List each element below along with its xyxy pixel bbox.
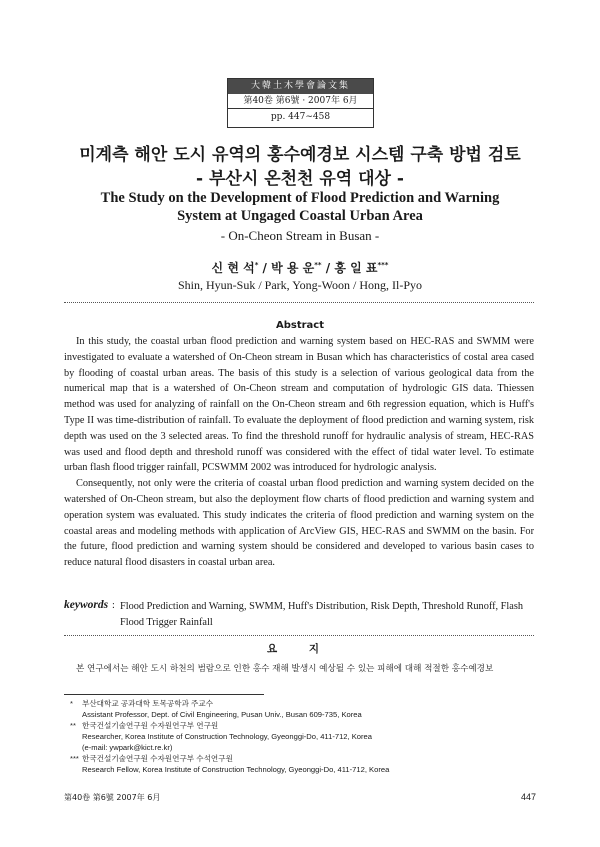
footnote-3-mark: *** bbox=[70, 754, 79, 763]
title-english-subtitle: - On-Cheon Stream in Busan - bbox=[220, 228, 380, 243]
keywords-text: Flood Prediction and Warning, SWMM, Huff's Distribution, Risk Depth, Threshold Runoff, Flash Flood Trigger Rainfall bbox=[120, 601, 523, 628]
title-english-line2: System at Ungaged Coastal Urban Area bbox=[177, 208, 423, 224]
journal-volume: 第40卷 第6號 · 2007年 6月 bbox=[228, 94, 373, 109]
author-1-name: 신 현 석 bbox=[211, 261, 255, 275]
keywords-separator: : bbox=[112, 600, 115, 611]
keywords-label: keywords bbox=[64, 599, 109, 611]
footer-journal-issue: 第40卷 第6號 2007年 6月 bbox=[64, 793, 161, 802]
author-3-name: 홍 일 표 bbox=[334, 261, 378, 275]
journal-header-box bbox=[227, 78, 374, 128]
journal-pages: pp. 447∼458 bbox=[270, 112, 331, 122]
abstract-heading: Abstract bbox=[275, 320, 325, 331]
title-english-line1: The Study on the Development of Flood Prediction and Warning bbox=[100, 190, 500, 206]
divider bbox=[64, 302, 534, 303]
footer-page-number: 447 bbox=[520, 792, 536, 802]
title-korean-line1: 미계측 해안 도시 유역의 홍수예경보 시스템 구축 방법 검토 bbox=[79, 145, 521, 165]
footnote-1-korean: 부산대학교 공과대학 토목공학과 주교수 bbox=[82, 699, 214, 708]
footnote-2-email: (e-mail: ywpark@kict.re.kr) bbox=[82, 743, 173, 752]
author-3-mark: *** bbox=[377, 261, 389, 269]
footnotes bbox=[70, 698, 540, 775]
author-2-mark: ** bbox=[314, 261, 322, 269]
footnote-rule bbox=[64, 694, 264, 695]
korean-abstract-first-line: 본 연구에서는 해안 도시 하천의 범람으로 인한 홍수 재해 발생시 예상될 수 있는 피해에 대해 적절한 홍수예경보 bbox=[76, 664, 494, 674]
author-separator: / bbox=[258, 261, 272, 275]
korean-abstract-heading: 요 지 bbox=[267, 643, 333, 655]
title-korean-line2: - 부산시 온천천 유역 대상 - bbox=[196, 169, 404, 189]
authors-korean bbox=[0, 259, 600, 276]
footnote-2-korean: 한국건설기술연구원 수자원연구부 연구원 bbox=[82, 721, 219, 730]
divider bbox=[64, 635, 534, 636]
abstract-paragraph-2: Consequently, not only were the criteria of coastal urban flood prediction and warning system decided on the watershed of On-Cheon stream, but also the deployment flow charts of flood prediction and warning system and operation system was evaluated. This study indicates the criteria of flood prediction and warning system on the coastal areas and modeling methods with application of ArcView GIS, HEC-RAS and SWMM on the basin. For the future, flood prediction and warning system should be considered and developed to various basin cases to reduce natural flood disasters in coastal urban area. bbox=[64, 478, 534, 569]
authors-english: Shin, Hyun-Suk / Park, Yong-Woon / Hong, Il-Pyo bbox=[177, 278, 423, 292]
author-2-name: 박 용 운 bbox=[271, 261, 315, 275]
author-separator: / bbox=[321, 261, 335, 275]
footnote-1-mark: * bbox=[70, 699, 73, 708]
footnote-3-english: Research Fellow, Korea Institute of Construction Technology, Gyeonggi-Do, 411-712, Korea bbox=[82, 765, 390, 774]
footnote-2 bbox=[70, 720, 540, 753]
footnote-1-english: Assistant Professor, Dept. of Civil Engineering, Pusan Univ., Busan 609-735, Korea bbox=[82, 710, 362, 719]
author-1-mark: * bbox=[254, 261, 259, 269]
footnote-3-korean: 한국건설기술연구원 수자원연구부 수석연구원 bbox=[82, 754, 233, 763]
footnote-2-english: Researcher, Korea Institute of Construction Technology, Gyeonggi-Do, 411-712, Korea bbox=[82, 732, 372, 741]
footnote-2-mark: ** bbox=[70, 721, 76, 730]
footnote-3 bbox=[70, 753, 540, 775]
journal-name: 大韓土木學會論文集 bbox=[228, 79, 373, 94]
footnote-1 bbox=[70, 698, 540, 720]
abstract-body bbox=[64, 334, 534, 571]
abstract-paragraph-1: In this study, the coastal urban flood prediction and warning system based on HEC-RAS and SWMM were investigated to evaluate a watershed of On-Cheon stream in Busan which has characteristics of costal area cased by flooding of coastal urban areas. The basis of this study is a selection of various geological data from the numerical map that is a watershed of On-Cheon stream and computation of hydrologic GIS data. Thiessen method was used for analyzing of rainfall on the On-Cheon stream and 6th regression equation, which is Huff's Type II was time-distribution of rainfall. To evaluate the deployment of flood prediction and warning system, risk depth was used on the 3 selected areas. To find the threshold runoff for hydraulic analysis of stream, HEC-RAS was used and flood depth and threshold runoff was considered with the effect of tidal water level. To estimate urban flash flood trigger rainfall, PCSWMM 2002 was introduced for hydrologic analysis. bbox=[64, 336, 534, 474]
